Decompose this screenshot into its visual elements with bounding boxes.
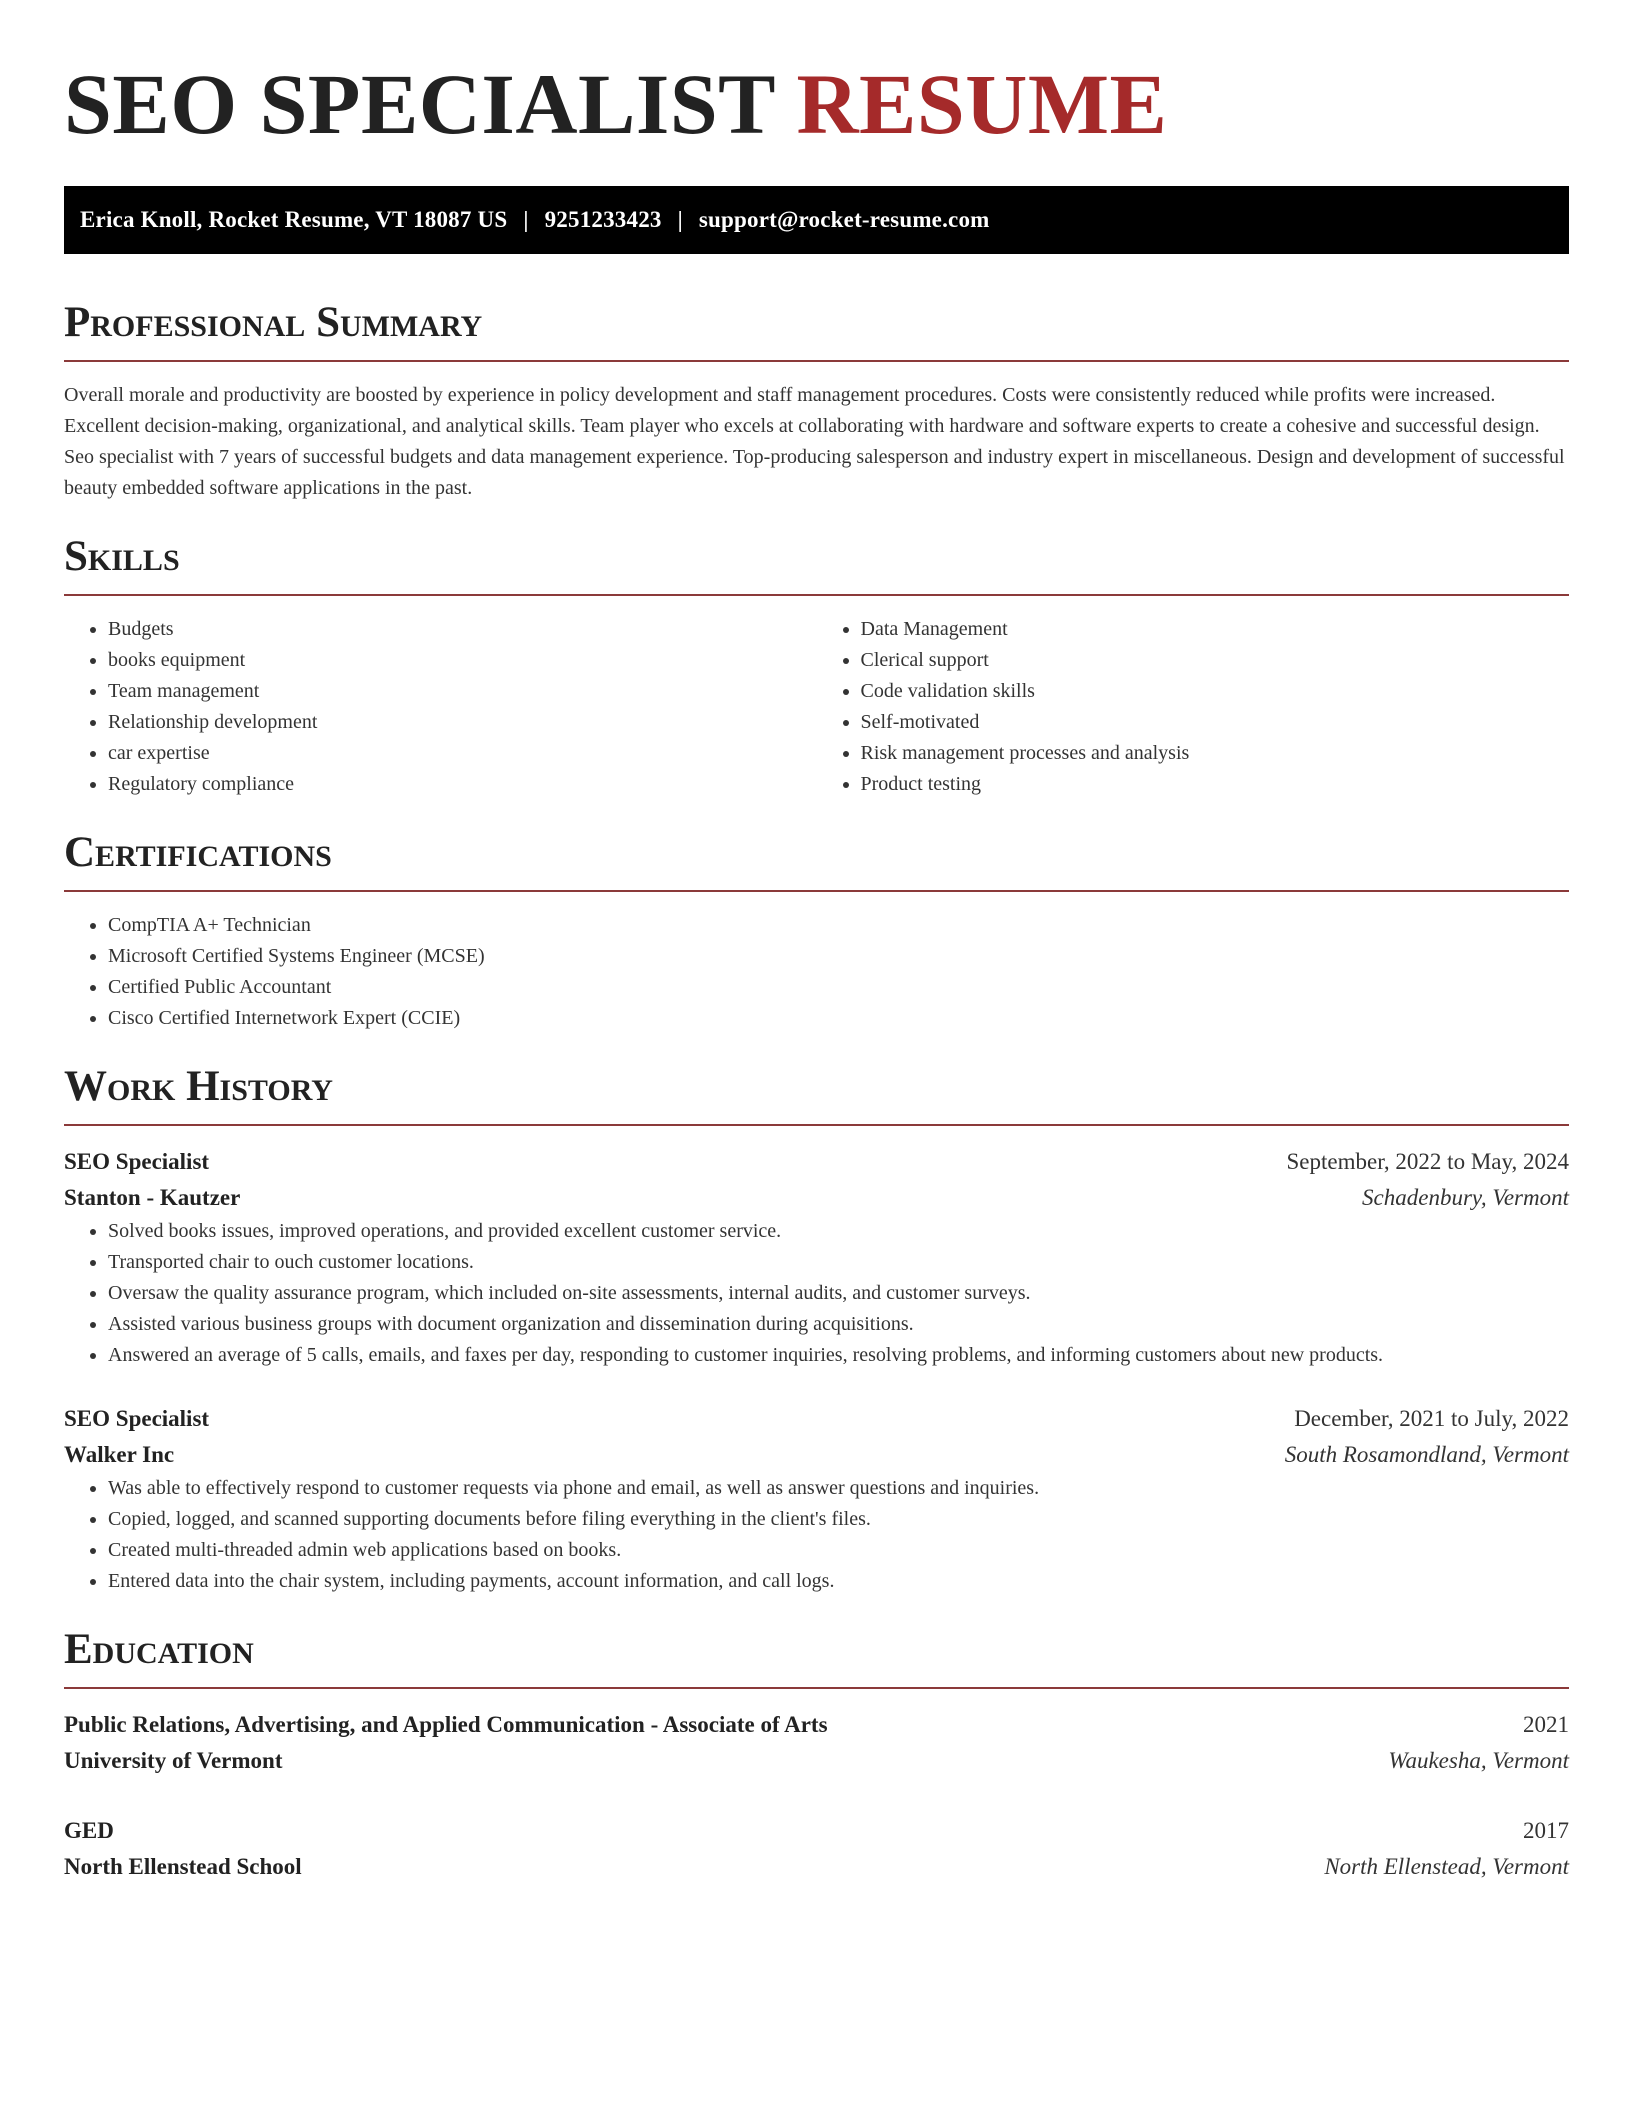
skills-list-left [64,614,817,800]
education-year: 2017 [1523,1818,1569,1843]
page-title [64,56,1569,152]
section-divider [64,360,1569,362]
job-dates: September, 2022 to May, 2024 [1286,1149,1569,1174]
certification-item: • Microsoft Certified Systems Engineer (MCSE) [108,941,1569,972]
job-duties-list [64,1473,1569,1597]
job-entry [64,1401,1569,1597]
certifications-list [64,910,1569,1034]
job-location: South Rosamondland, Vermont [1284,1442,1569,1467]
education-heading: Education [64,1626,254,1673]
contact-email: support@rocket-resume.com [698,207,990,232]
certification-item: • CompTIA A+ Technician [108,910,1569,941]
education-degree-row [64,1813,1569,1849]
contact-bar [64,186,1569,254]
section-divider [64,594,1569,596]
education-degree: Public Relations, Advertising, and Applied Communication - Associate of Arts [64,1712,828,1737]
education-school: University of Vermont [64,1748,283,1773]
job-title: SEO Specialist [64,1406,210,1431]
job-duty: • Assisted various business groups with document organization and dissemination during acquisitions. [108,1309,1569,1340]
certification-item: • Certified Public Accountant [108,972,1569,1003]
education-section [64,1625,1569,1885]
skills-section [64,532,1569,800]
skill-item: • Team management [108,676,817,707]
skill-item: • Relationship development [108,707,817,738]
job-duty: • Copied, logged, and scanned supporting documents before filing everything in the client's files. [108,1504,1569,1535]
skill-item: • Budgets [108,614,817,645]
skill-item: • Product testing [861,769,1570,800]
skill-item: • Regulatory compliance [108,769,817,800]
contact-separator: | [523,207,529,232]
section-divider [64,1687,1569,1689]
skill-item: • Code validation skills [861,676,1570,707]
job-company-row [64,1180,1569,1216]
job-dates: December, 2021 to July, 2022 [1294,1406,1569,1431]
job-duty: • Entered data into the chair system, including payments, account information, and call logs. [108,1566,1569,1597]
education-year: 2021 [1523,1712,1569,1737]
work-history-section [64,1062,1569,1597]
skill-item: • books equipment [108,645,817,676]
job-title: SEO Specialist [64,1149,210,1174]
certifications-heading: Certifications [64,829,332,876]
certification-item: • Cisco Certified Internetwork Expert (CCIE) [108,1003,1569,1034]
education-degree-row [64,1707,1569,1743]
job-header-row [64,1144,1569,1180]
job-duty: • Created multi-threaded admin web applications based on books. [108,1535,1569,1566]
skill-item: • Risk management processes and analysis [861,738,1570,769]
education-entry [64,1707,1569,1779]
section-divider [64,890,1569,892]
skill-item: • Data Management [861,614,1570,645]
contact-separator: | [677,207,683,232]
skill-item: • car expertise [108,738,817,769]
skills-list-right [817,614,1570,800]
education-entry [64,1813,1569,1885]
skills-column-left [64,614,817,800]
job-duty: • Transported chair to ouch customer locations. [108,1247,1569,1278]
work-history-heading: Work History [64,1063,333,1110]
education-location: North Ellenstead, Vermont [1324,1854,1569,1879]
job-entry [64,1144,1569,1371]
job-company: Walker Inc [64,1442,175,1467]
job-company-row [64,1437,1569,1473]
job-duty: • Oversaw the quality assurance program, which included on-site assessments, internal audits, and customer surveys. [108,1278,1569,1309]
job-company: Stanton - Kautzer [64,1185,241,1210]
job-duty: • Was able to effectively respond to customer requests via phone and email, as well as answer questions and inquiries. [108,1473,1569,1504]
education-degree: GED [64,1818,114,1843]
skills-heading: Skills [64,533,180,580]
education-school-row [64,1743,1569,1779]
summary-section [64,298,1569,504]
section-divider [64,1124,1569,1126]
job-location: Schadenbury, Vermont [1362,1185,1569,1210]
title-accent: RESUME [796,56,1168,152]
job-header-row [64,1401,1569,1437]
skill-item: • Clerical support [861,645,1570,676]
summary-text: Overall morale and productivity are boosted by experience in policy development and staff management procedures. Costs were consistently reduced while profits were increased. Excellent decision-making, organizational, and analytical skills. Team player who excels at collaborating with hardware and software experts to create a cohesive and successful design. Seo specialist with 7 years of successful budgets and data management experience. Top-producing salesperson and industry expert in miscellaneous. Design and development of successful beauty embedded software applications in the past. [64,384,1565,499]
summary-heading: Professional Summary [64,299,483,346]
education-location: Waukesha, Vermont [1388,1748,1569,1773]
contact-address: Erica Knoll, Rocket Resume, VT 18087 US [80,207,508,232]
job-duties-list [64,1216,1569,1371]
job-duty: • Solved books issues, improved operations, and provided excellent customer service. [108,1216,1569,1247]
skill-item: • Self-motivated [861,707,1570,738]
contact-phone: 9251233423 [544,207,662,232]
certifications-section [64,828,1569,1034]
education-school-row [64,1849,1569,1885]
skills-column-right [817,614,1570,800]
education-school: North Ellenstead School [64,1854,302,1879]
skills-grid [64,614,1569,800]
job-duty: • Answered an average of 5 calls, emails, and faxes per day, responding to customer inquiries, resolving problems, and informing customers about new products. [108,1340,1569,1371]
title-main: SEO SPECIALIST [64,56,775,152]
